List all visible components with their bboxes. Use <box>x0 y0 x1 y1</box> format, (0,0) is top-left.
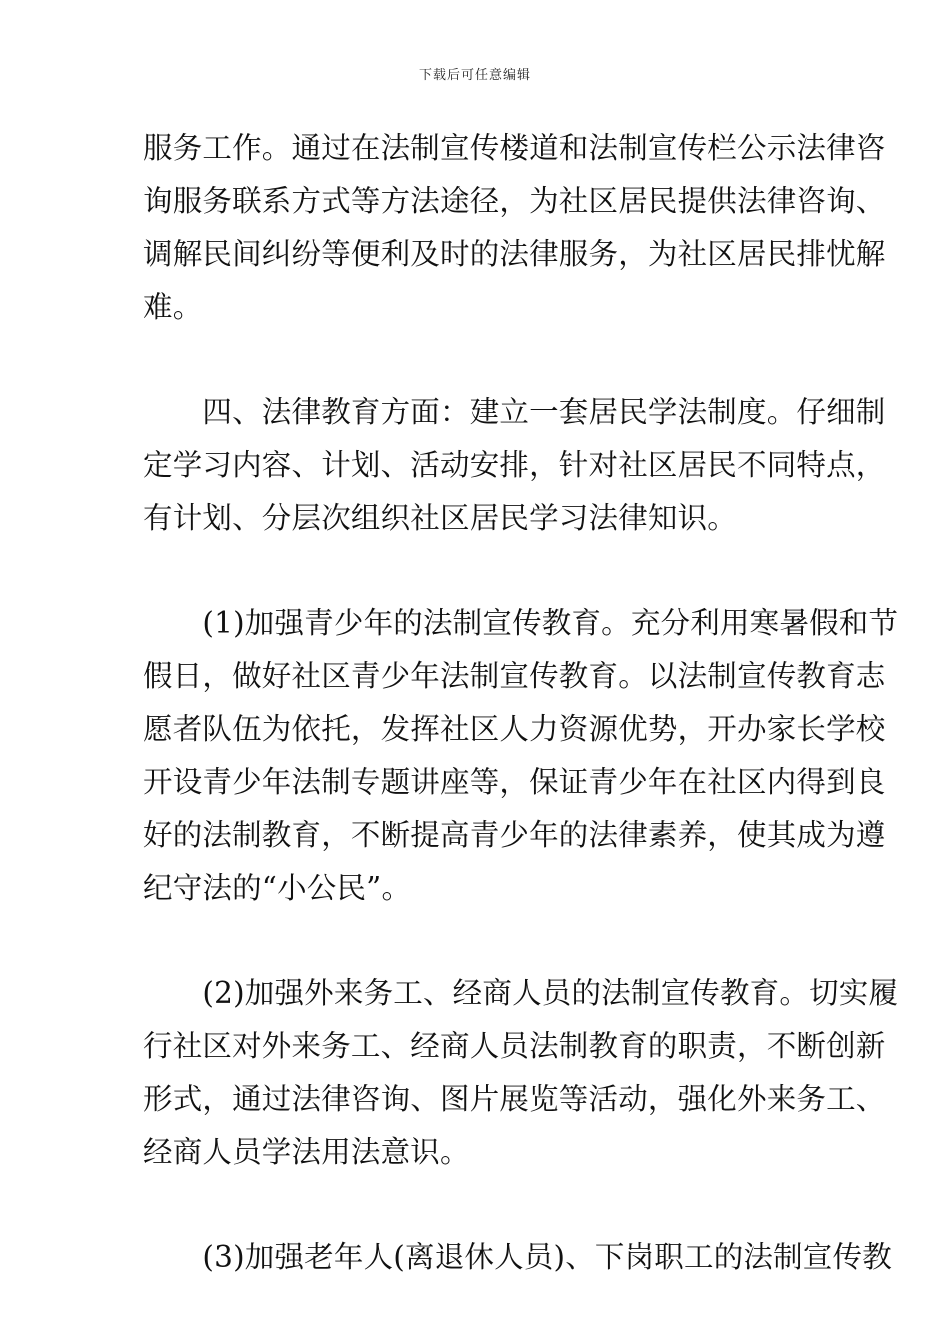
paragraph-gap <box>143 545 811 597</box>
text-line: 调解民间纠纷等便利及时的法律服务，为社区居民排忧解 <box>143 237 886 271</box>
text-line: 好的法制教育，不断提高青少年的法律素养，使其成为遵 <box>143 818 886 852</box>
document-body <box>143 122 899 1284</box>
text-line: 形式，通过法律咨询、图片展览等活动，强化外来务工、 <box>143 1082 886 1116</box>
text-line: (3)加强老年人(离退休人员)、下岗职工的法制宣传教 <box>143 1240 892 1274</box>
text-line: 经商人员学法用法意识。 <box>143 1135 470 1169</box>
text-line: 有计划、分层次组织社区居民学习法律知识。 <box>143 501 738 535</box>
paragraph-service-work <box>143 122 886 334</box>
text-line: 假日，做好社区青少年法制宣传教育。以法制宣传教育志 <box>143 659 886 693</box>
paragraph-migrant-workers <box>143 967 899 1179</box>
text-line: (2)加强外来务工、经商人员的法制宣传教育。切实履 <box>143 976 899 1010</box>
text-line: 定学习内容、计划、活动安排，针对社区居民不同特点， <box>143 448 886 482</box>
text-line: 行社区对外来务工、经商人员法制教育的职责，不断创新 <box>143 1029 886 1063</box>
text-line: 四、法律教育方面：建立一套居民学法制度。仔细制 <box>143 395 886 429</box>
paragraph-gap <box>143 1179 811 1231</box>
text-line: 难。 <box>143 290 203 324</box>
paragraph-youth-education <box>143 597 899 915</box>
text-line: 服务工作。通过在法制宣传楼道和法制宣传栏公示法律咨 <box>143 131 886 165</box>
text-line: 愿者队伍为依托，发挥社区人力资源优势，开办家长学校 <box>143 712 886 746</box>
page-header: 下载后可任意编辑 <box>418 68 531 83</box>
text-line: 询服务联系方式等方法途径，为社区居民提供法律咨询、 <box>143 184 886 218</box>
paragraph-elderly-laid-off <box>143 1231 892 1284</box>
paragraph-gap <box>143 915 811 967</box>
text-line: 开设青少年法制专题讲座等，保证青少年在社区内得到良 <box>143 765 886 799</box>
paragraph-gap <box>143 334 811 386</box>
paragraph-legal-education <box>143 386 886 545</box>
text-line: (1)加强青少年的法制宣传教育。充分利用寒暑假和节 <box>143 606 899 640</box>
text-line: 纪守法的“小公民”。 <box>143 871 412 905</box>
